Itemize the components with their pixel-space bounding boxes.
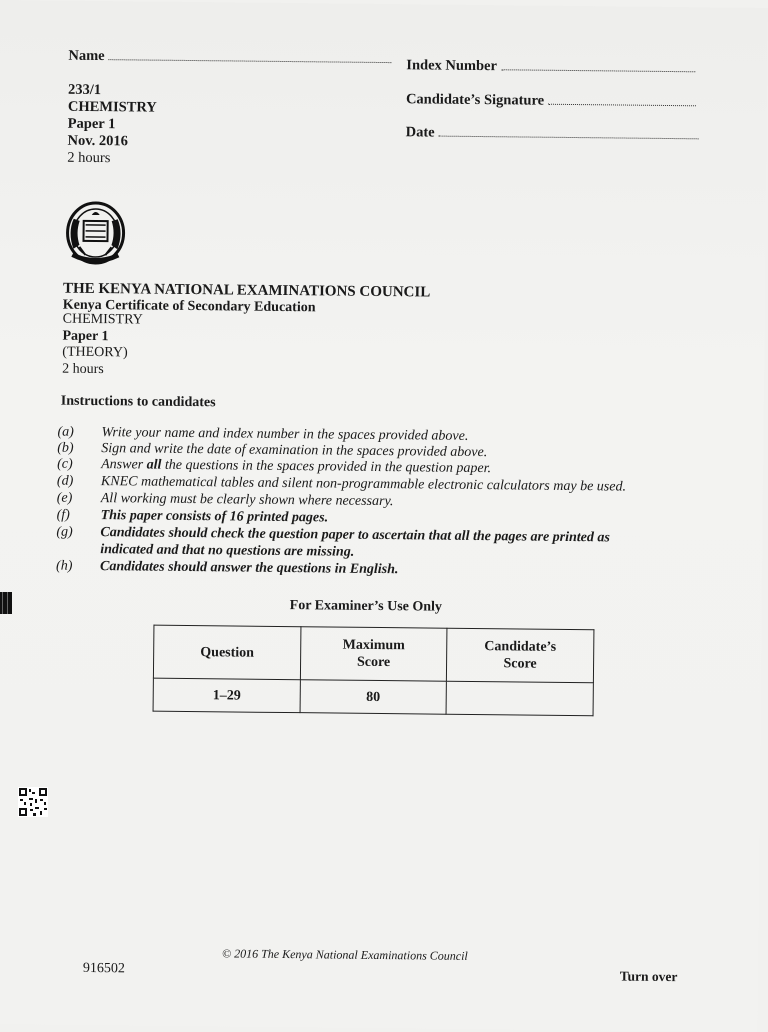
examiner-score-table <box>153 625 595 717</box>
name-label: Name <box>68 47 105 65</box>
signature-label: Candidate’s Signature <box>405 91 545 109</box>
paper-serial-code: 916502 <box>82 960 125 977</box>
instruction-text-post: the questions in the spaces provided in the question paper. <box>161 457 492 477</box>
kenya-coat-of-arms-icon <box>61 199 130 274</box>
examiner-heading: For Examiner’s Use Only <box>289 598 443 615</box>
paper-number: Paper 1 <box>67 115 116 133</box>
council-name: THE KENYA NATIONAL EXAMINATIONS COUNCIL <box>62 280 431 301</box>
scan-edge-mark <box>0 592 12 614</box>
instruction-label: (h) <box>55 558 73 574</box>
column-header-maximum-score: Maximum Score <box>300 627 447 682</box>
instruction-text: KNEC mathematical tables and silent non-programmable electronic calculators may be used. <box>100 474 627 495</box>
instruction-label: (a) <box>57 424 74 440</box>
instruction-text: indicated and that no questions are missing. <box>100 542 355 560</box>
certificate-name: Kenya Certificate of Secondary Education <box>62 297 316 316</box>
signature-line <box>548 94 696 107</box>
instruction-text-pre: Answer <box>101 457 147 473</box>
qr-code-icon <box>18 787 48 817</box>
index-number-field <box>406 57 695 77</box>
instruction-item-continued <box>56 542 354 561</box>
turn-over-note: Turn over <box>619 968 678 985</box>
index-number-line <box>501 59 695 72</box>
table-header-row <box>153 625 594 683</box>
instruction-text: All working must be clearly shown where necessary. <box>100 491 394 510</box>
name-line <box>109 49 392 63</box>
instruction-item <box>57 508 329 527</box>
column-header-question: Question <box>153 625 301 680</box>
table-row <box>153 678 593 716</box>
cell-candidate-score[interactable] <box>446 681 593 716</box>
instruction-label: (c) <box>57 456 73 472</box>
council-type: (THEORY) <box>62 344 128 361</box>
paper-code: 233/1 <box>67 81 102 99</box>
name-field <box>68 48 391 68</box>
instruction-label: (d) <box>56 473 74 489</box>
paper-subject: CHEMISTRY <box>67 98 157 116</box>
instruction-label: (b) <box>57 440 74 456</box>
signature-field <box>406 91 696 111</box>
column-header-candidate-score: Candidate’s Score <box>446 628 594 683</box>
cell-maximum-score: 80 <box>300 680 446 715</box>
instructions-heading: Instructions to candidates <box>60 393 216 411</box>
date-label: Date <box>405 124 435 141</box>
instruction-text: Candidates should check the question paper to ascertain that all the pages are printed as <box>100 525 610 546</box>
instruction-label: (e) <box>56 490 73 506</box>
instruction-text: This paper consists of 16 printed pages. <box>100 508 329 526</box>
council-subject: CHEMISTRY <box>62 311 143 328</box>
date-field <box>406 124 699 144</box>
paper-session: Nov. 2016 <box>67 132 129 150</box>
date-line <box>439 126 699 140</box>
index-number-label: Index Number <box>406 57 498 75</box>
instruction-text: Candidates should answer the questions in English. <box>99 559 399 578</box>
instruction-text: Sign and write the date of examination in the spaces provided above. <box>101 441 488 461</box>
instruction-label: (f) <box>56 507 70 523</box>
council-duration: 2 hours <box>62 361 104 378</box>
cell-question-range: 1–29 <box>153 678 300 713</box>
paper-duration: 2 hours <box>67 149 111 167</box>
instruction-text-bold: all <box>146 457 162 473</box>
council-paper: Paper 1 <box>62 328 109 345</box>
instruction-item <box>56 559 399 579</box>
copyright-notice: © 2016 The Kenya National Examinations Council <box>221 946 468 963</box>
instruction-label: (g) <box>56 524 73 540</box>
instruction-text: Write your name and index number in the spaces provided above. <box>101 425 469 444</box>
